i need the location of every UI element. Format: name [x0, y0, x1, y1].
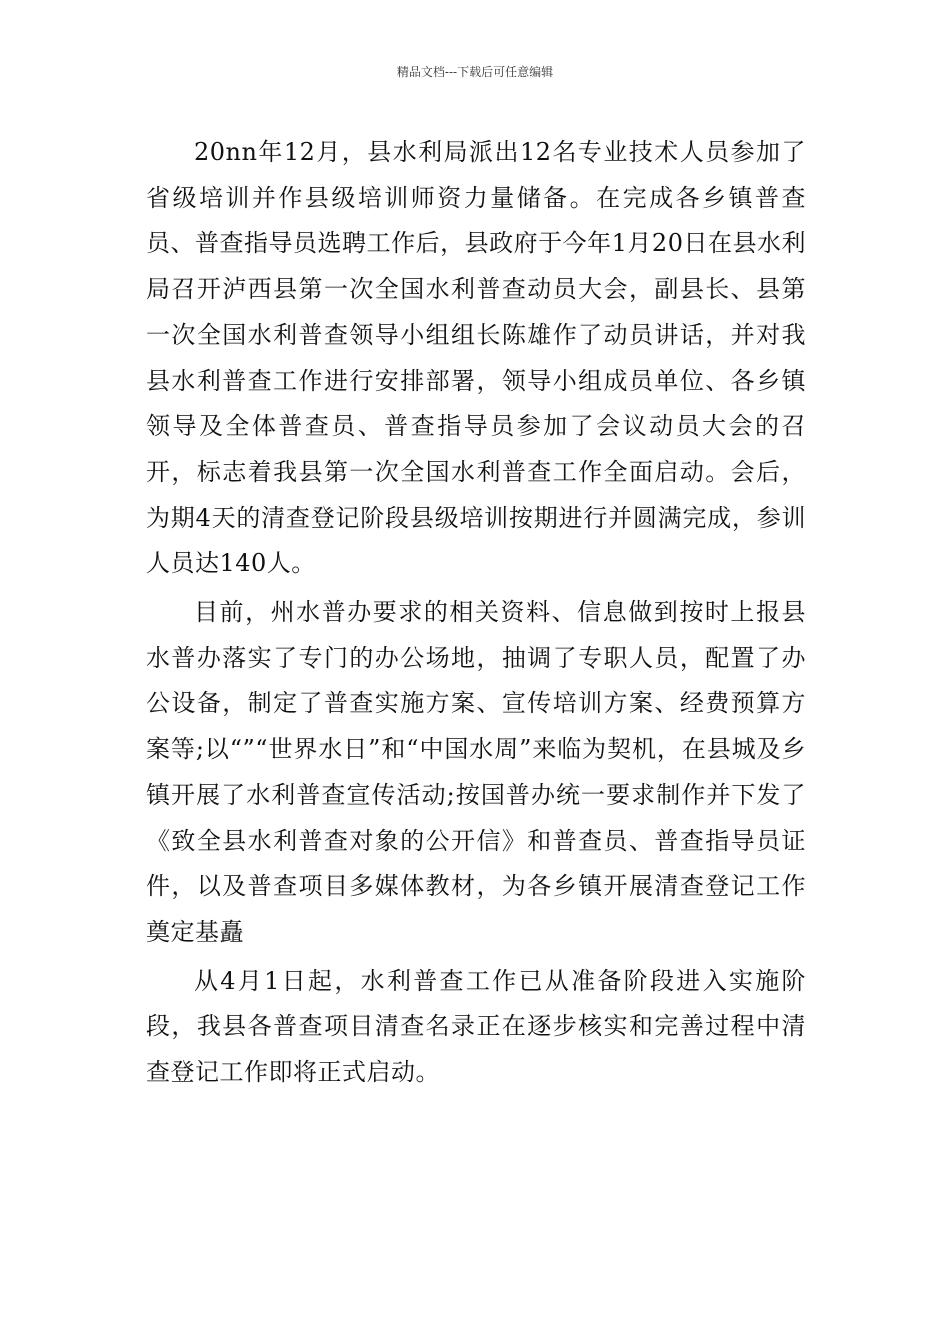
document-body: [146, 130, 806, 1099]
paragraph-1: 20nn年12月，县水利局派出12名专业技术人员参加了省级培训并作县级培训师资力量储备。在完成各乡镇普查员、普查指导员选聘工作后，县政府于今年1月20日在县水利局召开泸西县第一次全国水利普查动员大会，副县长、县第一次全国水利普查领导小组组长陈雄作了动员讲话，并对我县水利普查工作进行安排部署，领导小组成员单位、各乡镇领导及全体普查员、普查指导员参加了会议动员大会的召开，标志着我县第一次全国水利普查工作全面启动。会后，为期4天的清查登记阶段县级培训按期进行并圆满完成，参训人员达140人。: [146, 138, 806, 578]
paragraph-3: 从4月1日起，水利普查工作已从准备阶段进入实施阶段，我县各普查项目清查名录正在逐步核实和完善过程中清查登记工作即将正式启动。: [146, 966, 806, 1087]
paragraph-2: 目前，州水普办要求的相关资料、信息做到按时上报县水普办落实了专门的办公场地，抽调了专职人员，配置了办公设备，制定了普查实施方案、宣传培训方案、经费预算方案等;以“”“世界水日”和“中国水周”来临为契机，在县城及乡镇开展了水利普查宣传活动;按国普办统一要求制作并下发了《致全县水利普查对象的公开信》和普查员、普查指导员证件，以及普查项目多媒体教材，为各乡镇开展清查登记工作奠定基矗: [146, 598, 806, 946]
page-header: 精品文档---下载后可任意编辑: [396, 65, 554, 79]
